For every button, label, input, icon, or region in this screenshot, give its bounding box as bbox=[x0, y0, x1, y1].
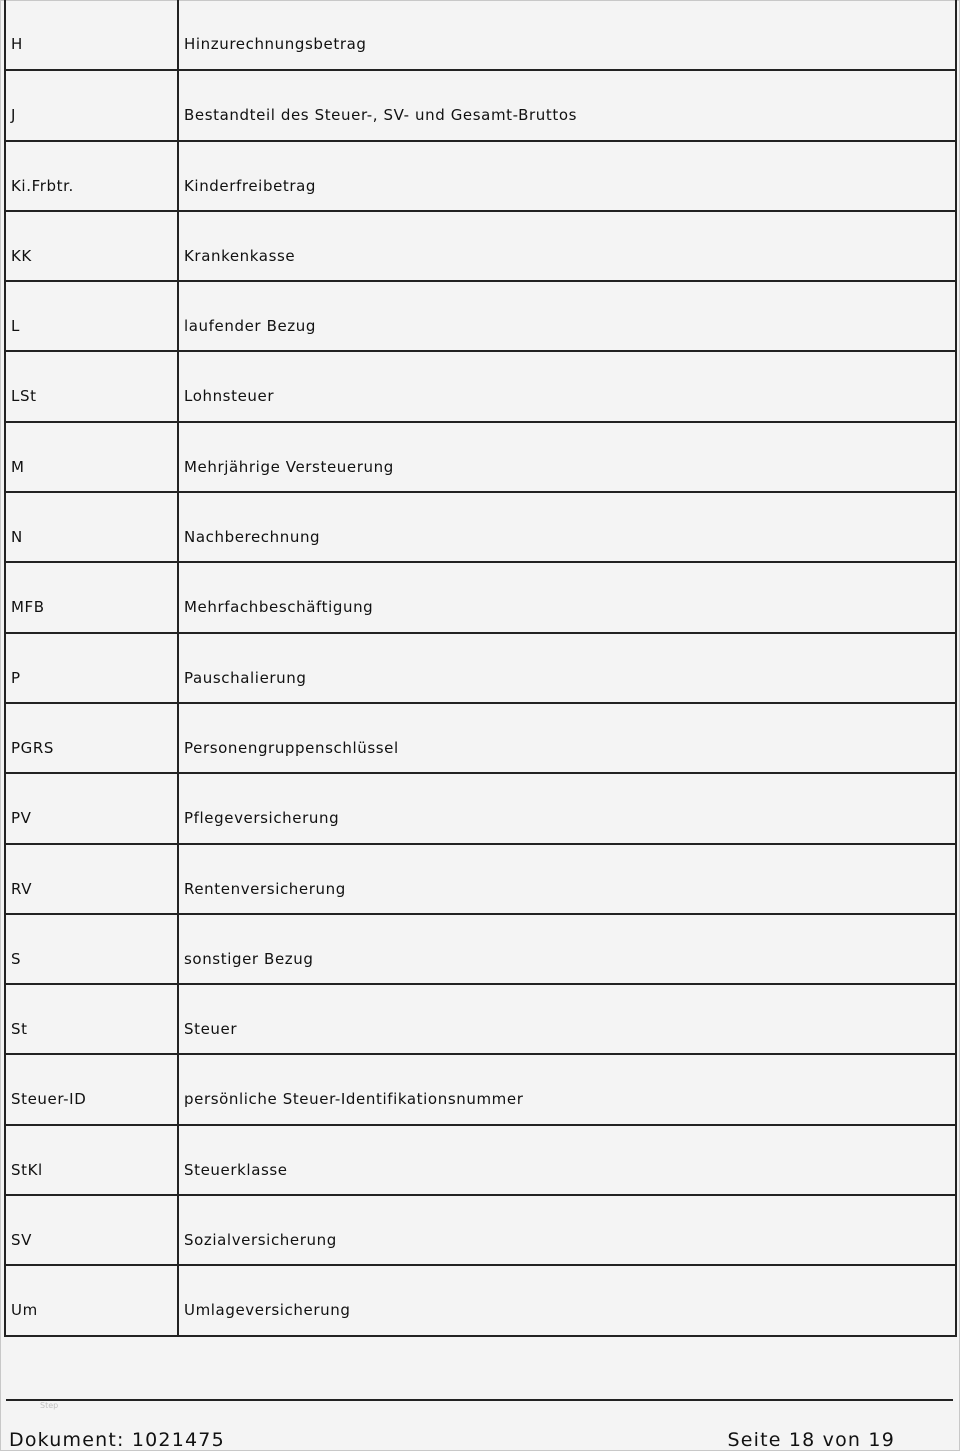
abbreviation-cell: KK bbox=[5, 211, 178, 281]
table-row bbox=[5, 0, 956, 70]
table-row bbox=[5, 351, 956, 421]
abbreviation-table bbox=[4, 0, 957, 1337]
description-cell: Umlageversicherung bbox=[178, 1265, 956, 1335]
description-cell: Krankenkasse bbox=[178, 211, 956, 281]
table-row bbox=[5, 281, 956, 351]
table-row bbox=[5, 1195, 956, 1265]
description-cell: Sozialversicherung bbox=[178, 1195, 956, 1265]
table-body bbox=[5, 0, 956, 1336]
table-row bbox=[5, 914, 956, 984]
abbreviation-cell: N bbox=[5, 492, 178, 562]
table-row bbox=[5, 70, 956, 140]
abbreviation-cell: MFB bbox=[5, 562, 178, 632]
table-row bbox=[5, 1125, 956, 1195]
footer-divider bbox=[6, 1399, 953, 1401]
description-cell: Mehrjährige Versteuerung bbox=[178, 422, 956, 492]
table-row bbox=[5, 984, 956, 1054]
description-cell: Bestandteil des Steuer-, SV- und Gesamt-Bruttos bbox=[178, 70, 956, 140]
description-cell: Rentenversicherung bbox=[178, 844, 956, 914]
table-row bbox=[5, 773, 956, 843]
table-row bbox=[5, 844, 956, 914]
abbreviation-cell: M bbox=[5, 422, 178, 492]
table-row bbox=[5, 492, 956, 562]
abbreviation-cell: RV bbox=[5, 844, 178, 914]
description-cell: Lohnsteuer bbox=[178, 351, 956, 421]
description-cell: Pauschalierung bbox=[178, 633, 956, 703]
abbreviation-cell: P bbox=[5, 633, 178, 703]
abbreviation-cell: PV bbox=[5, 773, 178, 843]
table-row bbox=[5, 1054, 956, 1124]
abbreviation-cell: StKl bbox=[5, 1125, 178, 1195]
table-row bbox=[5, 422, 956, 492]
page-number: Seite 18 von 19 bbox=[727, 1429, 895, 1451]
description-cell: Personengruppenschlüssel bbox=[178, 703, 956, 773]
table-row bbox=[5, 141, 956, 211]
description-cell: Mehrfachbeschäftigung bbox=[178, 562, 956, 632]
description-cell: Pflegeversicherung bbox=[178, 773, 956, 843]
description-cell: Nachberechnung bbox=[178, 492, 956, 562]
description-cell: Steuer bbox=[178, 984, 956, 1054]
abbreviation-cell: S bbox=[5, 914, 178, 984]
abbreviation-cell: St bbox=[5, 984, 178, 1054]
table-row bbox=[5, 703, 956, 773]
abbreviation-cell: LSt bbox=[5, 351, 178, 421]
description-cell: sonstiger Bezug bbox=[178, 914, 956, 984]
description-cell: Hinzurechnungsbetrag bbox=[178, 0, 956, 70]
table-row bbox=[5, 211, 956, 281]
description-cell: persönliche Steuer-Identifikationsnummer bbox=[178, 1054, 956, 1124]
abbreviation-cell: PGRS bbox=[5, 703, 178, 773]
table-row bbox=[5, 633, 956, 703]
document-number: Dokument: 1021475 bbox=[9, 1429, 225, 1451]
description-cell: laufender Bezug bbox=[178, 281, 956, 351]
description-cell: Steuerklasse bbox=[178, 1125, 956, 1195]
abbreviation-cell: J bbox=[5, 70, 178, 140]
abbreviation-cell: L bbox=[5, 281, 178, 351]
description-cell: Kinderfreibetrag bbox=[178, 141, 956, 211]
abbreviation-cell: H bbox=[5, 0, 178, 70]
abbreviation-cell: Ki.Frbtr. bbox=[5, 141, 178, 211]
abbreviation-cell: Um bbox=[5, 1265, 178, 1335]
abbreviation-cell: Steuer-ID bbox=[5, 1054, 178, 1124]
table-row bbox=[5, 1265, 956, 1335]
abbreviation-cell: SV bbox=[5, 1195, 178, 1265]
footer-watermark: Step bbox=[40, 1401, 59, 1410]
table-row bbox=[5, 562, 956, 632]
